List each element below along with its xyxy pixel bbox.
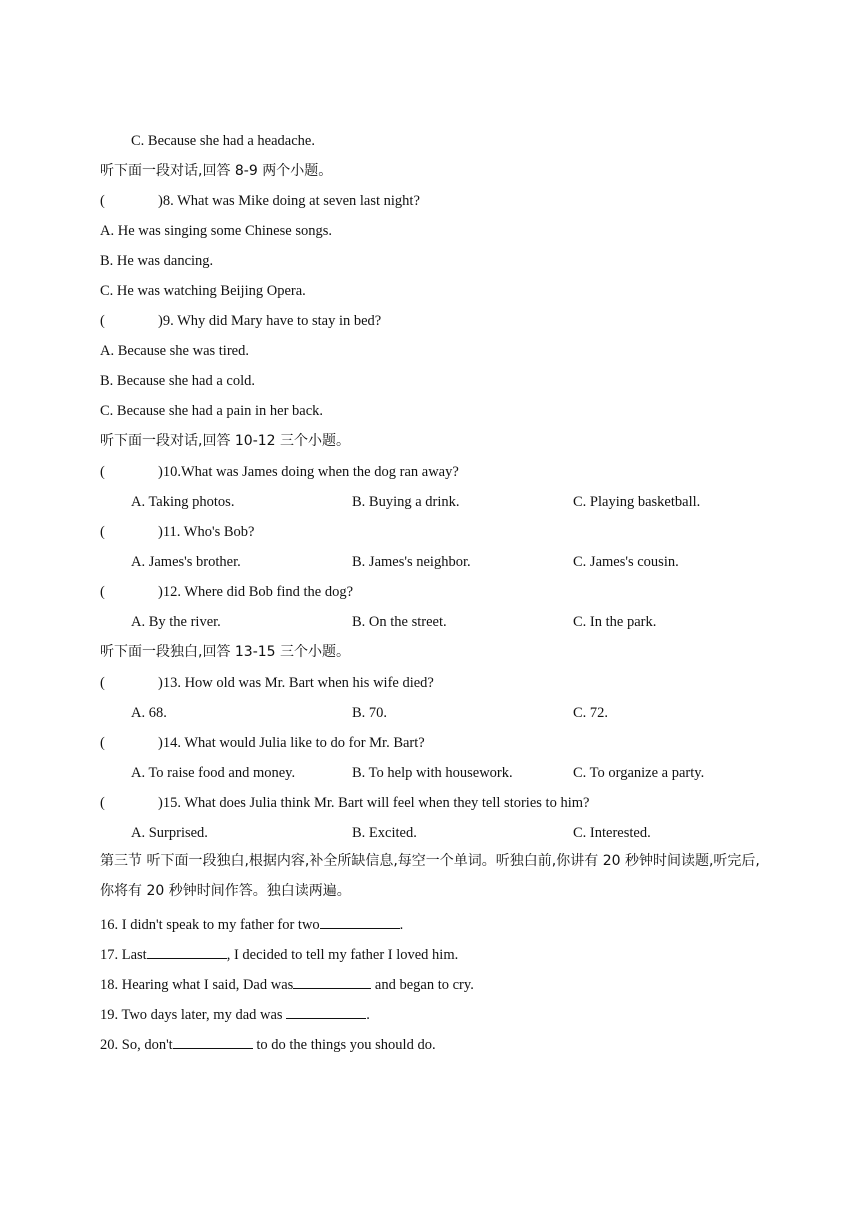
question-8: ( )8. What was Mike doing at seven last night? [100,193,420,209]
section-8-9-heading: 听下面一段对话,回答 8-9 两个小题。 [100,163,333,179]
q14-option-c: C. To organize a party. [573,765,705,781]
question-17: 17. Last , I decided to tell my father I loved him. [100,944,458,964]
q11-option-a: A. James's brother. [131,554,241,570]
answer-bracket: ( [100,584,105,600]
answer-bracket: ( [100,675,105,691]
answer-blank[interactable] [147,944,227,959]
answer-bracket: ( [100,193,105,209]
q11-option-b: B. James's neighbor. [352,554,471,570]
question-14: ( )14. What would Julia like to do for Mr. Bart? [100,735,425,751]
q15-option-b: B. Excited. [352,825,417,841]
q9-option-c: C. Because she had a pain in her back. [100,403,324,419]
question-20: 20. So, don't to do the things you should do. [100,1034,436,1054]
answer-bracket: ( [100,795,105,811]
question-9: ( )9. Why did Mary have to stay in bed? [100,313,382,329]
question-12: ( )12. Where did Bob find the dog? [100,584,354,600]
q8-option-c: C. He was watching Beijing Opera. [100,283,306,299]
q8-option-a: A. He was singing some Chinese songs. [100,223,332,239]
q7-option-c: C. Because she had a headache. [131,133,315,149]
q10-option-b: B. Buying a drink. [352,494,460,510]
q15-option-a: A. Surprised. [131,825,208,841]
section-3-instructions: 第三节 听下面一段独白,根据内容,补全所缺信息,每空一个单词。听独白前,你讲有 20 秒钟时间读题,听完后,你将有 20 秒钟时间作答。独白读两遍。 [100,853,760,899]
q14-option-a: A. To raise food and money. [131,765,296,781]
q9-option-a: A. Because she was tired. [100,343,249,359]
q12-option-a: A. By the river. [131,614,221,630]
q10-option-c: C. Playing basketball. [573,494,701,510]
q11-option-c: C. James's cousin. [573,554,679,570]
question-19: 19. Two days later, my dad was . [100,1004,370,1024]
q13-option-b: B. 70. [352,705,388,721]
section-13-15-heading: 听下面一段独白,回答 13-15 三个小题。 [100,644,351,660]
answer-bracket: ( [100,464,105,480]
question-10: ( )10.What was James doing when the dog ran away? [100,464,459,480]
q14-option-b: B. To help with housework. [352,765,513,781]
q13-option-a: A. 68. [131,705,167,721]
question-13: ( )13. How old was Mr. Bart when his wife died? [100,675,434,691]
answer-blank[interactable] [320,914,400,929]
question-11: ( )11. Who's Bob? [100,524,255,540]
answer-bracket: ( [100,313,105,329]
question-16: 16. I didn't speak to my father for two . [100,914,403,934]
q12-option-c: C. In the park. [573,614,657,630]
q13-option-c: C. 72. [573,705,609,721]
q10-option-a: A. Taking photos. [131,494,235,510]
q15-option-c: C. Interested. [573,825,651,841]
answer-blank[interactable] [173,1034,253,1049]
q9-option-b: B. Because she had a cold. [100,373,256,389]
q12-option-b: B. On the street. [352,614,447,630]
question-15: ( )15. What does Julia think Mr. Bart will feel when they tell stories to him? [100,795,590,811]
question-18: 18. Hearing what I said, Dad was and began to cry. [100,974,474,994]
q8-option-b: B. He was dancing. [100,253,214,269]
answer-bracket: ( [100,524,105,540]
section-10-12-heading: 听下面一段对话,回答 10-12 三个小题。 [100,433,351,449]
answer-blank[interactable] [293,974,371,989]
answer-bracket: ( [100,735,105,751]
answer-blank[interactable] [286,1004,366,1019]
